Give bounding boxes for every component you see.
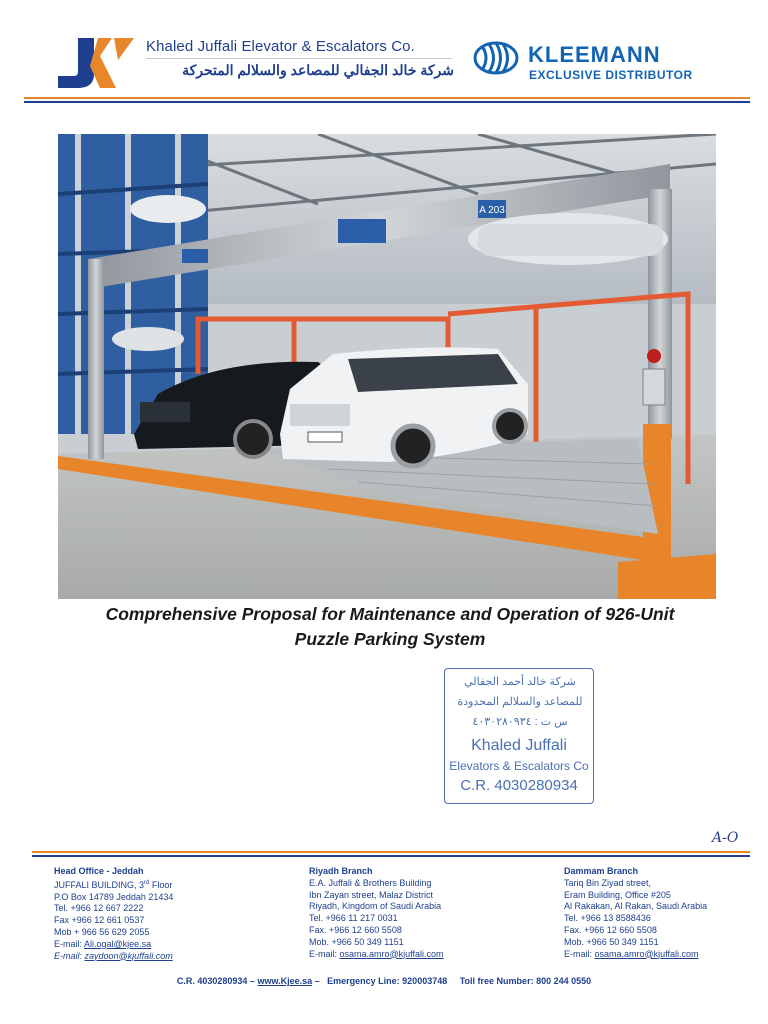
header-underline xyxy=(146,58,452,59)
puzzle-parking-photo xyxy=(58,134,716,599)
branch-email: E-mail: osama.amro@kjuffali.com xyxy=(564,948,699,959)
branch-head-office xyxy=(54,866,294,962)
handwritten-reference: A-O xyxy=(712,830,739,846)
branch-line: Tariq Bin Ziyad street, xyxy=(564,877,652,888)
email-link[interactable]: osama.amro@kjuffali.com xyxy=(339,948,444,959)
branch-email: E-mail: Ali.ogal@kjee.sa xyxy=(54,938,152,949)
stamp-arabic-line1: شركة خالد أحمد الجفالي xyxy=(464,676,576,688)
branch-line: P.O Box 14789 Jeddah 21434 xyxy=(54,891,174,902)
footer-contact-line xyxy=(0,976,768,986)
distributor-tagline: EXCLUSIVE DISTRIBUTOR xyxy=(529,68,693,82)
company-name-en: Khaled Juffali Elevator & Escalators Co. xyxy=(146,38,415,55)
branch-line: Fax. +966 12 660 5508 xyxy=(564,924,657,935)
footer-rule-orange xyxy=(32,851,750,853)
proposal-title-line2: Puzzle Parking System xyxy=(294,629,486,649)
branch-dammam xyxy=(564,866,768,960)
branch-title: Riyadh Branch xyxy=(309,866,373,876)
branch-line: Fax +966 12 661 0537 xyxy=(54,915,145,926)
branch-riyadh xyxy=(309,866,549,960)
branch-title: Head Office - Jeddah xyxy=(54,866,144,876)
website-link[interactable]: www.Kjee.sa xyxy=(257,976,313,986)
stamp-name: Khaled Juffali xyxy=(471,737,567,754)
header-rule-blue xyxy=(24,101,750,103)
footer-rule-blue xyxy=(32,855,750,857)
branch-line: Al Rakakan, Al Rakan, Saudi Arabia xyxy=(564,901,708,912)
branch-line: Eram Building, Office #205 xyxy=(564,889,671,900)
branch-line: Mob. +966 50 349 1151 xyxy=(564,936,659,947)
email-link[interactable]: osama.amro@kjuffali.com xyxy=(594,948,699,959)
stamp-cr: C.R. 4030280934 xyxy=(460,777,578,794)
email-link[interactable]: zaydoon@kjuffali.com xyxy=(84,950,173,961)
footer-cr: C.R. 4030280934 – xyxy=(176,976,258,986)
bay-label: A 203 xyxy=(479,205,505,216)
branch-line: Tel. +966 12 667 2222 xyxy=(54,903,144,914)
proposal-title xyxy=(40,602,740,652)
branch-title: Dammam Branch xyxy=(564,866,639,876)
header-rule-orange xyxy=(24,97,750,99)
stamp-arabic-line3: س ت : ٤٠٣٠٢٨٠٩٣٤ xyxy=(472,716,568,728)
company-stamp xyxy=(444,668,594,804)
stamp-arabic-line2: للمصاعد والسلالم المحدودة xyxy=(457,696,583,708)
distributor-name: KLEEMANN xyxy=(528,42,661,67)
branch-line: Ibn Zayan street, Malaz District xyxy=(309,889,434,900)
branch-line: Mob + 966 56 629 2055 xyxy=(54,926,150,937)
jk-logo-icon xyxy=(56,36,136,90)
branch-line: Tel. +966 11 217 0031 xyxy=(309,913,398,924)
company-name-ar: شركة خالد الجفالي للمصاعد والسلالم المتحركة xyxy=(182,62,454,78)
kleemann-logo-icon xyxy=(472,40,520,76)
stamp-subtitle: Elevators & Escalators Co xyxy=(449,759,589,773)
branch-line: Tel. +966 13 8588436 xyxy=(564,913,651,924)
branch-line: E.A. Juffali & Brothers Building xyxy=(309,877,432,888)
branch-email: E-mail: zaydoon@kjuffali.com xyxy=(54,950,173,961)
branch-email: E-mail: osama.amro@kjuffali.com xyxy=(309,948,444,959)
branch-line: Riyadh, Kingdom of Saudi Arabia xyxy=(309,901,442,912)
branch-line: Mob. +966 50 349 1151 xyxy=(309,936,404,947)
footer-emergency: – Emergency Line: 920003748 Toll free Number: 800 244 0550 xyxy=(312,976,592,986)
branch-line: Fax. +966 12 660 5508 xyxy=(309,924,402,935)
email-link[interactable]: Ali.ogal@kjee.sa xyxy=(84,938,152,949)
proposal-title-line1: Comprehensive Proposal for Maintenance and Operation of 926-Unit xyxy=(105,604,675,624)
branch-line: JUFFALI BUILDING, 3rd Floor xyxy=(54,879,173,890)
